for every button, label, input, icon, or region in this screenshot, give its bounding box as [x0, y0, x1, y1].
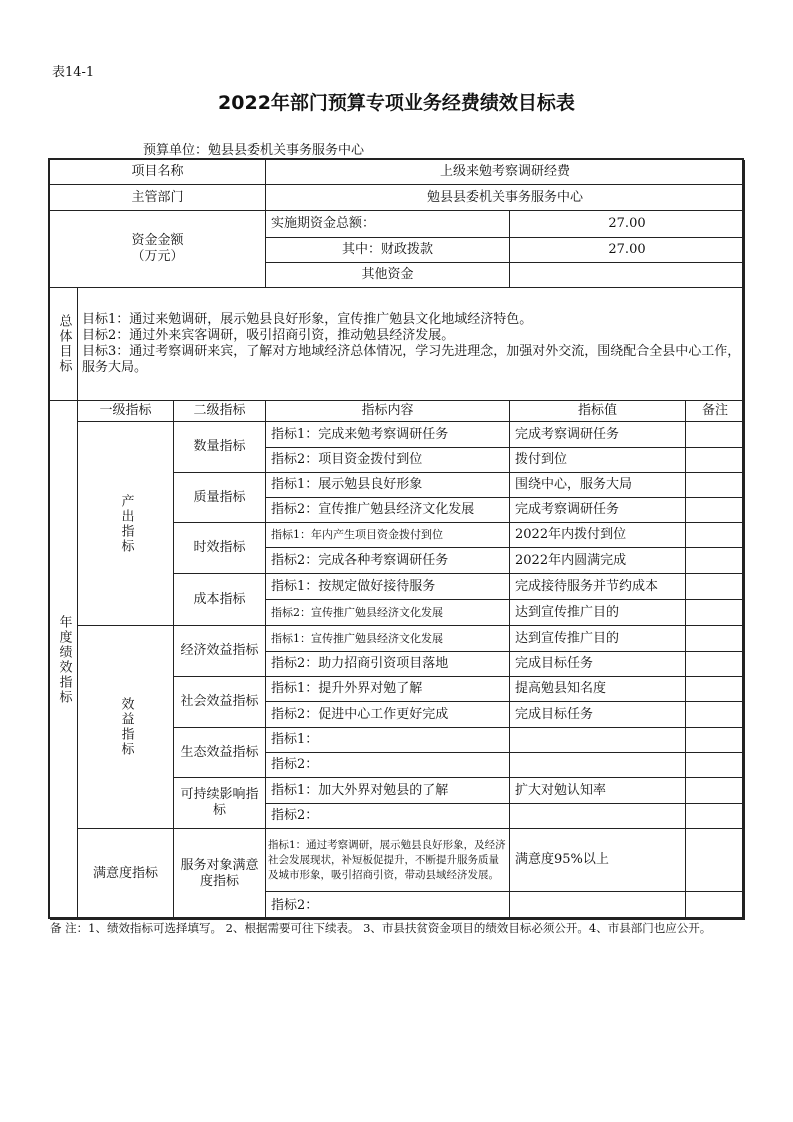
- indicator-content: 指标2：助力招商引资项目落地: [266, 652, 510, 677]
- indicator-content: 指标2：宣传推广勉县经济文化发展: [266, 498, 510, 523]
- indicator-content: 指标1：完成来勉考察调研任务: [266, 422, 510, 448]
- level2-indicator: 服务对象满意度指标: [174, 829, 266, 920]
- goals-label: 总体目标: [50, 288, 78, 401]
- indicator-content: 指标1：加大外界对勉县的了解: [266, 778, 510, 804]
- project-name-value: 上级来勉考察调研经费: [266, 160, 745, 185]
- indicator-note: [686, 753, 745, 778]
- indicator-value: 完成目标任务: [510, 702, 686, 728]
- indicator-content: 指标2：促进中心工作更好完成: [266, 702, 510, 728]
- project-name-label: 项目名称: [50, 160, 266, 185]
- indicator-value: [510, 804, 686, 829]
- indicator-value: 完成考察调研任务: [510, 422, 686, 448]
- funds-total-value: 27.00: [510, 211, 745, 238]
- indicator-note: [686, 448, 745, 473]
- funds-fiscal-label: 其中：财政拨款: [266, 238, 510, 263]
- indicator-value: 达到宣传推广目的: [510, 626, 686, 652]
- indicator-note: [686, 652, 745, 677]
- indicator-note: [686, 548, 745, 574]
- indicator-value: 达到宣传推广目的: [510, 600, 686, 626]
- indicator-value: 完成目标任务: [510, 652, 686, 677]
- table-number: 表14-1: [52, 65, 95, 80]
- footnote: 备 注：1、绩效指标可选择填写。 2、根据需要可往下续表。 3、市县扶贫资金项目的绩效目标必须公开。4、市县部门也应公开。: [50, 921, 712, 935]
- level1-benefit: 效益指标: [78, 626, 174, 829]
- header-value: 指标值: [510, 401, 686, 422]
- level2-indicator: 可持续影响指标: [174, 778, 266, 829]
- level2-indicator: 质量指标: [174, 473, 266, 523]
- level1-output: 产出指标: [78, 422, 174, 626]
- indicator-value: 完成考察调研任务: [510, 498, 686, 523]
- level2-indicator: 经济效益指标: [174, 626, 266, 677]
- indicator-value: 扩大对勉认知率: [510, 778, 686, 804]
- indicator-note: [686, 523, 745, 548]
- funds-fiscal-value: 27.00: [510, 238, 745, 263]
- department-value: 勉县县委机关事务服务中心: [266, 185, 745, 211]
- indicator-content: 指标2：: [266, 804, 510, 829]
- header-level2: 二级指标: [174, 401, 266, 422]
- goal-item: 目标3：通过考察调研来宾，了解对方地域经济总体情况，学习先进理念，加强对外交流，围绕配合全县中心工作，服务大局。: [82, 344, 741, 375]
- indicator-content: 指标1：按规定做好接待服务: [266, 574, 510, 600]
- indicator-content: 指标2：: [266, 892, 510, 920]
- indicator-value: [510, 892, 686, 920]
- funds-label-cell: [50, 211, 266, 288]
- header-level1: 一级指标: [78, 401, 174, 422]
- indicator-content: 指标2：项目资金拨付到位: [266, 448, 510, 473]
- indicator-content: 指标1：: [266, 728, 510, 753]
- indicator-note: [686, 702, 745, 728]
- budget-unit: 预算单位：勉县县委机关事务服务中心: [143, 143, 365, 158]
- funds-unit: （万元）: [131, 249, 184, 264]
- goals-cell: [78, 288, 745, 401]
- indicator-note: [686, 804, 745, 829]
- level1-satisfaction: 满意度指标: [78, 829, 174, 920]
- indicator-content: 指标1：宣传推广勉县经济文化发展: [266, 626, 510, 652]
- indicator-value: 满意度95%以上: [510, 829, 686, 892]
- header-note: 备注: [686, 401, 745, 422]
- annual-indicators-label: 年度绩效指标: [50, 401, 78, 920]
- indicator-value: 拨付到位: [510, 448, 686, 473]
- level2-indicator: 社会效益指标: [174, 677, 266, 728]
- level2-indicator: 生态效益指标: [174, 728, 266, 778]
- indicator-content: 指标1：年内产生项目资金拨付到位: [266, 523, 510, 548]
- level2-indicator: 成本指标: [174, 574, 266, 626]
- funds-total-label: 实施期资金总额：: [266, 211, 510, 238]
- indicator-note: [686, 677, 745, 702]
- indicator-value: [510, 728, 686, 753]
- funds-other-value: [510, 263, 745, 288]
- indicator-content: 指标2：完成各种考察调研任务: [266, 548, 510, 574]
- indicator-value: 围绕中心，服务大局: [510, 473, 686, 498]
- indicator-value: 2022年内拨付到位: [510, 523, 686, 548]
- indicator-value: 完成接待服务并节约成本: [510, 574, 686, 600]
- performance-table: [48, 158, 743, 918]
- goal-item: 目标1：通过来勉调研，展示勉县良好形象，宣传推广勉县文化地域经济特色。: [82, 312, 533, 327]
- indicator-value: [510, 753, 686, 778]
- indicator-note: [686, 728, 745, 753]
- indicator-content: 指标1：通过考察调研，展示勉县良好形象，及经济社会发展现状，补短板促提升，不断提升服务质量及城市形象，吸引招商引资，带动县域经济发展。: [266, 829, 510, 892]
- indicator-note: [686, 498, 745, 523]
- indicator-content: 指标2：宣传推广勉县经济文化发展: [266, 600, 510, 626]
- indicator-note: [686, 778, 745, 804]
- indicator-note: [686, 892, 745, 920]
- indicator-content: 指标1：提升外界对勉了解: [266, 677, 510, 702]
- indicator-content: 指标1：展示勉县良好形象: [266, 473, 510, 498]
- indicator-content: 指标2：: [266, 753, 510, 778]
- funds-label: 资金金额: [131, 233, 184, 248]
- indicator-note: [686, 829, 745, 892]
- level2-indicator: 数量指标: [174, 422, 266, 473]
- level2-indicator: 时效指标: [174, 523, 266, 574]
- page-title: 2022年部门预算专项业务经费绩效目标表: [218, 92, 575, 114]
- indicator-value: 2022年内圆满完成: [510, 548, 686, 574]
- funds-other-label: 其他资金: [266, 263, 510, 288]
- indicator-value: 提高勉县知名度: [510, 677, 686, 702]
- goal-item: 目标2：通过外来宾客调研，吸引招商引资，推动勉县经济发展。: [82, 328, 455, 343]
- indicator-note: [686, 626, 745, 652]
- indicator-note: [686, 422, 745, 448]
- indicator-note: [686, 574, 745, 600]
- header-content: 指标内容: [266, 401, 510, 422]
- indicator-note: [686, 473, 745, 498]
- department-label: 主管部门: [50, 185, 266, 211]
- indicator-note: [686, 600, 745, 626]
